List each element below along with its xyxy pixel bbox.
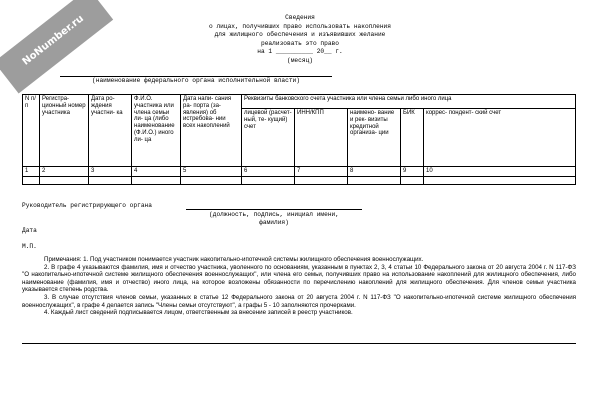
col-header-6: лицевой (расчет- ный, те- кущий) счет xyxy=(242,109,295,167)
col-header-10: коррес- пондент- ский счет xyxy=(424,109,576,167)
signature-caption-1: (должность, подпись, инициал имени, xyxy=(209,211,339,218)
col-number: 6 xyxy=(242,167,295,177)
col-number: 8 xyxy=(348,167,401,177)
col-number: 4 xyxy=(132,167,181,177)
col-header-9: БИК xyxy=(401,109,424,167)
org-caption: (наименование федерального органа исполнительной власти) xyxy=(92,77,300,84)
bottom-divider xyxy=(22,343,576,344)
data-table xyxy=(22,94,576,185)
document-title: Сведения xyxy=(285,14,315,21)
signature-caption-2: фамилия) xyxy=(259,219,289,226)
note-4: 4. Каждый лист сведений подписывается лицом, ответственным за внесение записей в реестр участников. xyxy=(44,309,353,317)
watermark: NoNumber.ru xyxy=(0,0,113,94)
col-header-5: Дата напи- сания ра- порта (за- явления) об истребова- нии всех накоплений xyxy=(181,95,242,167)
stamp-label: М.П. xyxy=(22,243,37,250)
col-number: 3 xyxy=(89,167,132,177)
date-label: Дата xyxy=(22,227,37,234)
col-header-2: Регистра- ционный номер участника xyxy=(40,95,89,167)
col-number: 10 xyxy=(424,167,576,177)
note-1: Примечания: 1. Под участником понимается участник накопительно-ипотечной системы жилищного обеспечения военнослужащих. xyxy=(44,256,424,263)
col-number: 5 xyxy=(181,167,242,177)
col-header-4: Ф.И.О. участника или члена семьи ли- ца (либо наименование (Ф.И.О.) иного ли- ца xyxy=(132,95,181,167)
col-header-1: N п/п xyxy=(23,95,40,167)
date-line: на 1 __________ 20__ г. xyxy=(257,48,343,56)
header-line-2: для жилищного обеспечения и изъявивших желание xyxy=(214,31,386,39)
note-2: 2. В графе 4 указываются фамилия, имя и отчество участника, уволенного по основаниям, указанным в пунктах 2, 3, 4 статьи 10 Федерального закона от 20 августа 2004 г. N 117-ФЗ "О накопительно-ипотечной системе жилищного обеспечения военнослужащих", или члена его семьи, получивших право на использование накоплений для жилищного обеспечения, либо наименование (фамилия, имя и отчество) иного лица, на которое возложены обязанности по перечислению накоплений для жилищного обеспечения. Для членов семьи участника указывается степень родства. xyxy=(22,263,576,294)
header-line-3: реализовать это право xyxy=(261,39,339,47)
notes xyxy=(22,256,576,317)
header-line-1: о лицах, получивших право использовать накопления xyxy=(209,22,391,30)
note-3: 3. В случае отсутствия членов семьи, указанных в статье 12 Федерального закона от 20 августа 2004 г. N 117-ФЗ "О накопительно-ипотечной системе жилищного обеспечения военнослужащих", в графе 4 делается запись "Члены семьи отсутствуют", а графы 5 - 10 заполняются прочерками. xyxy=(22,293,576,309)
date-caption: (месяц) xyxy=(287,56,313,64)
bank-details-header: Реквизиты банковского счета участника или члена семьи либо иного лица xyxy=(242,95,576,109)
col-header-3: Дата ро- ждения участни- ка xyxy=(89,95,132,167)
col-number: 2 xyxy=(40,167,89,177)
col-header-8: наимено- вание и рек- визиты кредитной организа- ции xyxy=(348,109,401,167)
col-number: 1 xyxy=(23,167,40,177)
column-number-row xyxy=(23,167,576,177)
col-number: 7 xyxy=(295,167,348,177)
col-header-7: ИНН/КПП xyxy=(295,109,348,167)
col-number: 9 xyxy=(401,167,424,177)
signature-label: Руководитель регистрирующего органа xyxy=(22,202,152,209)
table-row xyxy=(23,176,576,184)
signature-line xyxy=(186,209,362,210)
document-header xyxy=(0,14,600,66)
